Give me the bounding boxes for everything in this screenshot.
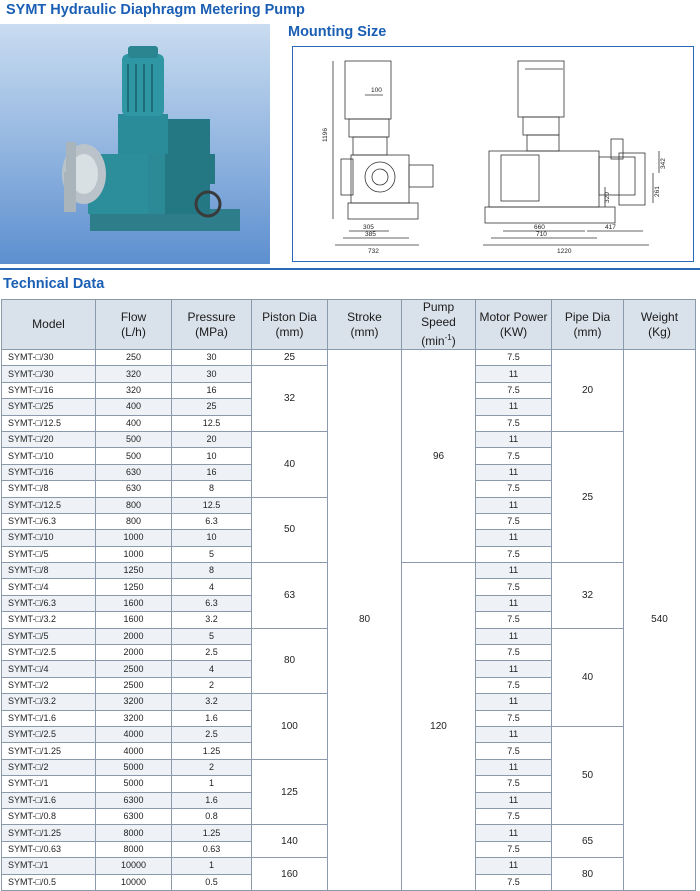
technical-data-table bbox=[1, 299, 696, 891]
pressure-cell: 16 bbox=[172, 382, 252, 398]
piston-dia-cell: 63 bbox=[252, 563, 328, 629]
table-body bbox=[2, 350, 696, 891]
stroke-cell: 80 bbox=[328, 350, 402, 891]
flow-cell: 320 bbox=[96, 366, 172, 382]
pipe-dia-cell: 65 bbox=[552, 825, 624, 858]
header-pressure: Pressure (MPa) bbox=[172, 300, 252, 350]
dim-100: 100 bbox=[371, 87, 382, 94]
pressure-cell: 4 bbox=[172, 579, 252, 595]
model-cell: SYMT-□/0.5 bbox=[2, 874, 96, 890]
pump-photo bbox=[0, 24, 270, 264]
pressure-cell: 2.5 bbox=[172, 726, 252, 742]
pressure-cell: 8 bbox=[172, 481, 252, 497]
model-cell: SYMT-□/8 bbox=[2, 563, 96, 579]
flow-cell: 1600 bbox=[96, 595, 172, 611]
model-cell: SYMT-□/6.3 bbox=[2, 513, 96, 529]
pump-speed-cell: 96 bbox=[402, 350, 476, 563]
pipe-dia-cell: 25 bbox=[552, 431, 624, 562]
flow-cell: 500 bbox=[96, 431, 172, 447]
piston-dia-cell: 100 bbox=[252, 694, 328, 760]
pressure-cell: 0.8 bbox=[172, 808, 252, 824]
flow-cell: 400 bbox=[96, 415, 172, 431]
motor-power-cell: 11 bbox=[476, 595, 552, 611]
pressure-cell: 20 bbox=[172, 431, 252, 447]
flow-cell: 6300 bbox=[96, 808, 172, 824]
motor-power-cell: 11 bbox=[476, 792, 552, 808]
flow-cell: 630 bbox=[96, 481, 172, 497]
model-cell: SYMT-□/3.2 bbox=[2, 612, 96, 628]
flow-cell: 3200 bbox=[96, 710, 172, 726]
motor-power-cell: 11 bbox=[476, 858, 552, 874]
flow-cell: 8000 bbox=[96, 841, 172, 857]
model-cell: SYMT-□/6.3 bbox=[2, 595, 96, 611]
mounting-drawing bbox=[292, 46, 694, 262]
model-cell: SYMT-□/5 bbox=[2, 628, 96, 644]
pressure-cell: 12.5 bbox=[172, 415, 252, 431]
model-cell: SYMT-□/3.2 bbox=[2, 694, 96, 710]
flow-cell: 400 bbox=[96, 399, 172, 415]
pressure-cell: 10 bbox=[172, 530, 252, 546]
flow-cell: 1250 bbox=[96, 563, 172, 579]
motor-power-cell: 11 bbox=[476, 694, 552, 710]
header-pump-speed: Pump Speed $(\min^{-1})$ bbox=[402, 300, 476, 350]
flow-cell: 500 bbox=[96, 448, 172, 464]
flow-cell: 2000 bbox=[96, 645, 172, 661]
model-cell: SYMT-□/30 bbox=[2, 350, 96, 366]
motor-power-cell: 7.5 bbox=[476, 710, 552, 726]
motor-power-cell: 11 bbox=[476, 759, 552, 775]
header-motor-power: Motor Power (KW) bbox=[476, 300, 552, 350]
motor-power-cell: 11 bbox=[476, 366, 552, 382]
pump-illustration bbox=[0, 24, 270, 264]
motor-power-cell: 11 bbox=[476, 825, 552, 841]
header-piston-dia: Piston Dia (mm) bbox=[252, 300, 328, 350]
model-cell: SYMT-□/0.63 bbox=[2, 841, 96, 857]
flow-cell: 5000 bbox=[96, 759, 172, 775]
page-title: SYMT Hydraulic Diaphragm Metering Pump bbox=[6, 2, 305, 18]
motor-power-cell: 7.5 bbox=[476, 874, 552, 890]
pressure-cell: 8 bbox=[172, 563, 252, 579]
model-cell: SYMT-□/2.5 bbox=[2, 726, 96, 742]
flow-cell: 10000 bbox=[96, 858, 172, 874]
pipe-dia-cell: 20 bbox=[552, 350, 624, 432]
model-cell: SYMT-□/1 bbox=[2, 858, 96, 874]
model-cell: SYMT-□/1.25 bbox=[2, 825, 96, 841]
pressure-cell: 5 bbox=[172, 546, 252, 562]
dim-660: 660 bbox=[534, 224, 545, 231]
table-row bbox=[2, 350, 696, 366]
model-cell: SYMT-□/4 bbox=[2, 661, 96, 677]
model-cell: SYMT-□/1 bbox=[2, 776, 96, 792]
motor-power-cell: 7.5 bbox=[476, 579, 552, 595]
pipe-dia-cell: 80 bbox=[552, 858, 624, 891]
flow-cell: 5000 bbox=[96, 776, 172, 792]
flow-cell: 2000 bbox=[96, 628, 172, 644]
pressure-cell: 1 bbox=[172, 776, 252, 792]
dim-1220: 1220 bbox=[557, 248, 572, 255]
pressure-cell: 5 bbox=[172, 628, 252, 644]
piston-dia-cell: 80 bbox=[252, 628, 328, 694]
motor-power-cell: 11 bbox=[476, 464, 552, 480]
motor-power-cell: 11 bbox=[476, 530, 552, 546]
piston-dia-cell: 40 bbox=[252, 431, 328, 497]
pressure-cell: 30 bbox=[172, 366, 252, 382]
model-cell: SYMT-□/0.8 bbox=[2, 808, 96, 824]
flow-cell: 2500 bbox=[96, 677, 172, 693]
pressure-cell: 0.63 bbox=[172, 841, 252, 857]
motor-power-cell: 11 bbox=[476, 726, 552, 742]
piston-dia-cell: 25 bbox=[252, 350, 328, 366]
header-weight: Weight (Kg) bbox=[624, 300, 696, 350]
model-cell: SYMT-□/1.6 bbox=[2, 710, 96, 726]
pipe-dia-cell: 40 bbox=[552, 628, 624, 726]
pressure-cell: 4 bbox=[172, 661, 252, 677]
mounting-size-title: Mounting Size bbox=[288, 24, 387, 40]
pressure-cell: 3.2 bbox=[172, 694, 252, 710]
dim-320: 320 bbox=[604, 192, 611, 203]
piston-dia-cell: 160 bbox=[252, 858, 328, 891]
flow-cell: 630 bbox=[96, 464, 172, 480]
flow-cell: 4000 bbox=[96, 743, 172, 759]
model-cell: SYMT-□/8 bbox=[2, 481, 96, 497]
dimension-drawing-svg bbox=[293, 47, 693, 261]
motor-power-cell: 7.5 bbox=[476, 808, 552, 824]
dim-305: 305 bbox=[363, 224, 374, 231]
model-cell: SYMT-□/16 bbox=[2, 382, 96, 398]
flow-cell: 10000 bbox=[96, 874, 172, 890]
flow-cell: 1000 bbox=[96, 546, 172, 562]
model-cell: SYMT-□/10 bbox=[2, 448, 96, 464]
motor-power-cell: 11 bbox=[476, 661, 552, 677]
motor-power-cell: 7.5 bbox=[476, 448, 552, 464]
piston-dia-cell: 32 bbox=[252, 366, 328, 432]
model-cell: SYMT-□/2.5 bbox=[2, 645, 96, 661]
model-cell: SYMT-□/4 bbox=[2, 579, 96, 595]
model-cell: SYMT-□/12.5 bbox=[2, 497, 96, 513]
model-cell: SYMT-□/2 bbox=[2, 759, 96, 775]
model-cell: SYMT-□/1.6 bbox=[2, 792, 96, 808]
model-cell: SYMT-□/10 bbox=[2, 530, 96, 546]
pressure-cell: 25 bbox=[172, 399, 252, 415]
motor-power-cell: 11 bbox=[476, 628, 552, 644]
motor-power-cell: 7.5 bbox=[476, 776, 552, 792]
pressure-cell: 2 bbox=[172, 677, 252, 693]
flow-cell: 1250 bbox=[96, 579, 172, 595]
model-cell: SYMT-□/20 bbox=[2, 431, 96, 447]
pressure-cell: 0.5 bbox=[172, 874, 252, 890]
flow-cell: 250 bbox=[96, 350, 172, 366]
dim-732: 732 bbox=[368, 248, 379, 255]
flow-cell: 800 bbox=[96, 497, 172, 513]
motor-power-cell: 7.5 bbox=[476, 415, 552, 431]
pipe-dia-cell: 32 bbox=[552, 563, 624, 629]
model-cell: SYMT-□/1.25 bbox=[2, 743, 96, 759]
motor-power-cell: 7.5 bbox=[476, 382, 552, 398]
pressure-cell: 2.5 bbox=[172, 645, 252, 661]
motor-power-cell: 7.5 bbox=[476, 743, 552, 759]
section-divider bbox=[0, 268, 700, 270]
motor-power-cell: 7.5 bbox=[476, 677, 552, 693]
header-pipe-dia: Pipe Dia (mm) bbox=[552, 300, 624, 350]
pressure-cell: 1.6 bbox=[172, 710, 252, 726]
dim-710: 710 bbox=[536, 231, 547, 238]
pressure-cell: 12.5 bbox=[172, 497, 252, 513]
motor-power-cell: 11 bbox=[476, 399, 552, 415]
model-cell: SYMT-□/2 bbox=[2, 677, 96, 693]
table-header-row bbox=[2, 300, 696, 350]
dim-342: 342 bbox=[660, 158, 667, 169]
pump-speed-cell: 120 bbox=[402, 563, 476, 891]
flow-cell: 8000 bbox=[96, 825, 172, 841]
flow-cell: 4000 bbox=[96, 726, 172, 742]
flow-cell: 6300 bbox=[96, 792, 172, 808]
pressure-cell: 30 bbox=[172, 350, 252, 366]
flow-cell: 2500 bbox=[96, 661, 172, 677]
motor-power-cell: 7.5 bbox=[476, 841, 552, 857]
motor-power-cell: 11 bbox=[476, 431, 552, 447]
piston-dia-cell: 140 bbox=[252, 825, 328, 858]
dim-385: 385 bbox=[365, 231, 376, 238]
flow-cell: 3200 bbox=[96, 694, 172, 710]
flow-cell: 800 bbox=[96, 513, 172, 529]
model-cell: SYMT-□/5 bbox=[2, 546, 96, 562]
pressure-cell: 1.25 bbox=[172, 825, 252, 841]
dim-417: 417 bbox=[605, 224, 616, 231]
model-cell: SYMT-□/25 bbox=[2, 399, 96, 415]
pipe-dia-cell: 50 bbox=[552, 726, 624, 824]
dim-1196: 1196 bbox=[322, 128, 329, 142]
motor-power-cell: 7.5 bbox=[476, 645, 552, 661]
flow-cell: 320 bbox=[96, 382, 172, 398]
motor-power-cell: 11 bbox=[476, 497, 552, 513]
pressure-cell: 1.25 bbox=[172, 743, 252, 759]
motor-power-cell: 7.5 bbox=[476, 481, 552, 497]
motor-power-cell: 11 bbox=[476, 563, 552, 579]
pressure-cell: 6.3 bbox=[172, 513, 252, 529]
motor-power-cell: 7.5 bbox=[476, 546, 552, 562]
motor-power-cell: 7.5 bbox=[476, 612, 552, 628]
pressure-cell: 16 bbox=[172, 464, 252, 480]
model-cell: SYMT-□/16 bbox=[2, 464, 96, 480]
pressure-cell: 10 bbox=[172, 448, 252, 464]
header-flow: Flow (L/h) bbox=[96, 300, 172, 350]
weight-cell: 540 bbox=[624, 350, 696, 891]
dim-261: 261 bbox=[654, 186, 661, 197]
header-stroke: Stroke (mm) bbox=[328, 300, 402, 350]
pressure-cell: 3.2 bbox=[172, 612, 252, 628]
piston-dia-cell: 125 bbox=[252, 759, 328, 825]
motor-power-cell: 7.5 bbox=[476, 513, 552, 529]
motor-power-cell: 7.5 bbox=[476, 350, 552, 366]
flow-cell: 1000 bbox=[96, 530, 172, 546]
pressure-cell: 6.3 bbox=[172, 595, 252, 611]
header-model: Model bbox=[2, 300, 96, 350]
model-cell: SYMT-□/12.5 bbox=[2, 415, 96, 431]
pressure-cell: 1.6 bbox=[172, 792, 252, 808]
pressure-cell: 1 bbox=[172, 858, 252, 874]
flow-cell: 1600 bbox=[96, 612, 172, 628]
piston-dia-cell: 50 bbox=[252, 497, 328, 563]
pressure-cell: 2 bbox=[172, 759, 252, 775]
technical-data-title: Technical Data bbox=[3, 276, 105, 292]
model-cell: SYMT-□/30 bbox=[2, 366, 96, 382]
